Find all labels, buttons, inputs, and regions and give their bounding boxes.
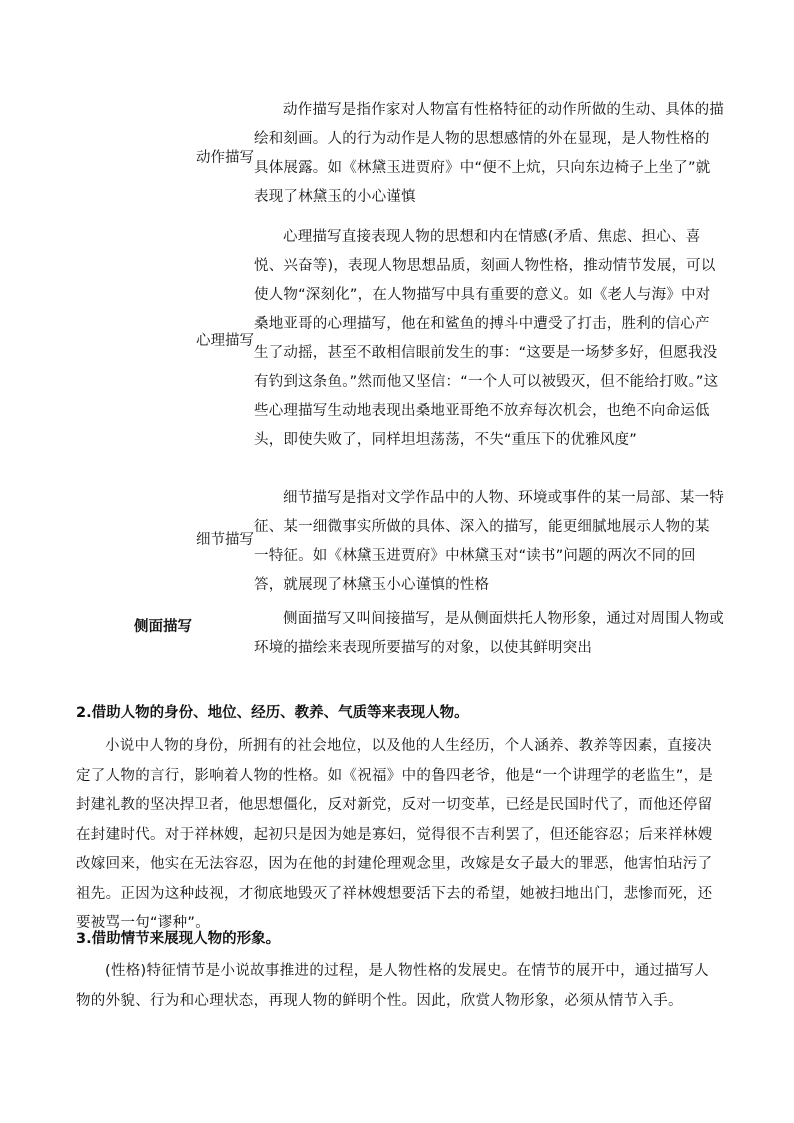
- section-2-heading: 2.借助人物的身份、地位、经历、教养、气质等来表现人物。: [76, 705, 469, 721]
- table-row-psychology: [0, 211, 794, 474]
- table-row-detail: [0, 474, 794, 593]
- section-3-paragraph: (性格)特征情节是小说故事推进的过程，是人物性格的发展史。在情节的展开中，通过描写人物的外貌、行为和心理状态，再现人物的鲜明个性。因此，欣赏人物形象，必须从情节入手。: [76, 963, 709, 1009]
- row-label-side: 侧面描写: [134, 619, 192, 635]
- table-row-action: [0, 92, 794, 211]
- section-3-heading: 3.借助情节来展现人物的形象。: [76, 931, 281, 947]
- section-2-paragraph: 小说中人物的身份，所拥有的社会地位，以及他的人生经历，个人涵养、教养等因素，直接决定了人物的言行，影响着人物的性格。如《祝福》中的鲁四老爷，他是“一个讲理学的老监生”，是封建礼教的坚决捍卫者，他思想僵化，反对新党，反对一切变革，已经是民国时代了，而他还停留在封建时代。对于祥林嫂，起初只是因为她是寡妇，觉得很不吉利罢了，但还能容忍；后来祥林嫂改嫁回来，他实在无法容忍，因为在他的封建伦理观念里，改嫁是女子最大的罪恶，他害怕玷污了祖先。正因为这种歧视，才彻底地毁灭了祥林嫂想要活下去的希望，她被扫地出门，悲惨而死，还要被骂一句“谬种”。: [76, 738, 714, 931]
- row-label-detail: 细节描写: [196, 532, 254, 548]
- row-text-action: 动作描写是指作家对人物富有性格特征的动作所做的生动、具体的描绘和刻画。人的行为动作是人物的思想感情的外在显现，是人物性格的具体展露。如《林黛玉进贾府》中“便不上炕，只向东边椅子上坐了”就表现了林黛玉的小心谨慎: [254, 102, 724, 205]
- description-methods-table: [0, 92, 794, 656]
- row-text-psychology: 心理描写直接表现人物的思想和内在情感(矛盾、焦虑、担心、喜悦、兴奋等)，表现人物思想品质，刻画人物性格，推动情节发展，可以使人物“深刻化”，在人物描写中具有重要的意义。如《老人与海》中对桑地亚哥的心理描写，他在和鲨鱼的搏斗中遭受了打击，胜利的信心产生了动摇，甚至不敢相信眼前发生的事：“这要是一场梦多好，但愿我没有钓到这条鱼。”然而他又坚信：“一个人可以被毁灭，但不能给打败。”这些心理描写生动地表现出桑地亚哥绝不放弃每次机会，也绝不向命运低头，即使失败了，同样坦坦荡荡，不失“重压下的优雅风度”: [254, 229, 719, 448]
- row-label-psychology: 心理描写: [196, 333, 254, 349]
- table-row-side: [0, 593, 794, 656]
- row-text-detail: 细节描写是指对文学作品中的人物、环境或事件的某一局部、某一特征、某一细微事实所做的具体、深入的描写，能更细腻地展示人物的某一特征。如《林黛玉进贾府》中林黛玉对“读书”问题的两次不同的回答，就展现了林黛玉小心谨慎的性格: [254, 490, 724, 593]
- row-text-side: 侧面描写又叫间接描写，是从侧面烘托人物形象，通过对周围人物或环境的描绘来表现所要描写的对象，以使其鲜明突出: [254, 611, 724, 656]
- row-label-action: 动作描写: [196, 150, 254, 166]
